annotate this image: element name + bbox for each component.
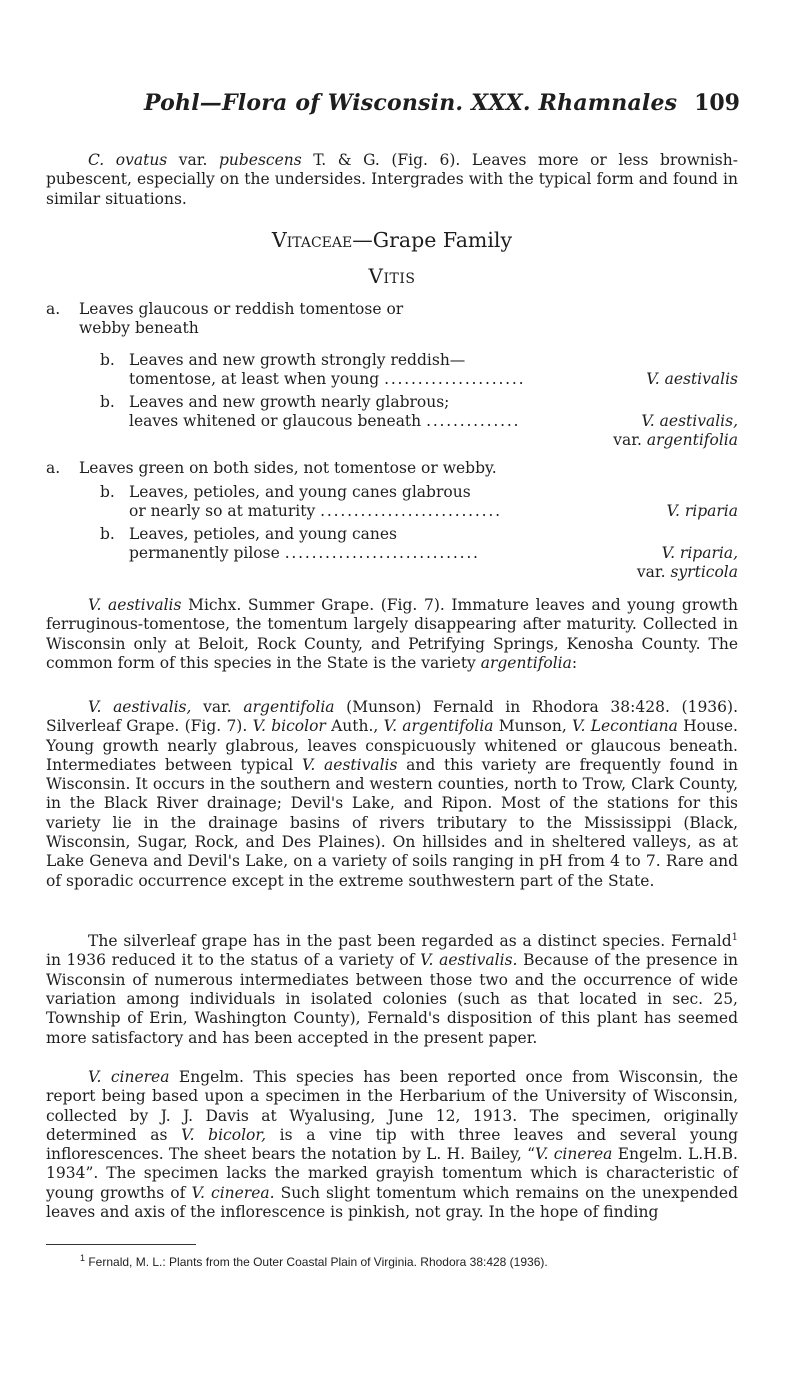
key-result: V. aestivalis	[646, 370, 738, 388]
family-heading: Vitaceae—Grape Family	[271, 228, 513, 252]
cinerea-paragraph: V. cinerea Engelm. This species has been reported once from Wisconsin, the report being based upon a specimen in the Herbarium of the University of Wisconsin, collected by J. J. Davis at Wyalusing, June 12, 1913. The specimen, originally determined as V. bicolor, is a vine tip with three leaves and several young inflorescences. The sheet bears the notation by L. H. Bailey, “V. cinerea Engelm. L.H.B. 1934”. The specimen lacks the marked grayish tomentum which is characteristic of young growths of V. cinerea. Such slight tomentum which remains on the unexpended leaves and axis of the inflorescence is pinkish, not gray. In the hope of finding	[46, 1068, 739, 1222]
key-label: b.	[100, 483, 115, 501]
key-text: Leaves glaucous or reddish tomentose or	[79, 300, 404, 318]
key-label: b.	[100, 525, 115, 543]
argentifolia-paragraph: V. aestivalis, var. argentifolia (Munson) Fernald in Rhodora 38:428. (1936). Silverleaf Grape. (Fig. 7). V. bicolor Auth., V. argentifolia Munson, V. Lecontiana House. Young growth nearly glabrous, leaves conspicuously whitened or glaucous beneath. Intermediates between typical V. aestivalis and this variety are frequently found in Wisconsin. It occurs in the southern and western counties, north to Trow, Clark County, in the Black River drainage; Devil's Lake, and Ripon. Most of the stations for this variety lie in the drainage basins of rivers tributary to the Mississippi (Black, Wisconsin, Sugar, Rock, and Des Plaines). On hillsides and in sheltered valleys, as at Lake Geneva and Devil's Lake, on a variety of soils ranging in pH from 4 to 7. Rare and of sporadic occurrence except in the extreme southwestern part of the State.	[46, 698, 739, 890]
footnote: $^1$ Fernald, M. L.: Plants from the Outer Coastal Plain of Virginia. Rhodora 38:428 (1936).	[80, 1253, 548, 1269]
key-result: V. riparia,	[661, 544, 738, 562]
key-label: a.	[46, 300, 61, 318]
page-number: 109	[694, 90, 740, 116]
key-text: leaves whitened or glaucous beneath ..............	[129, 412, 521, 430]
key-label: a.	[46, 459, 61, 477]
silverleaf-paragraph: The silverleaf grape has in the past been regarded as a distinct species. Fernald$^1$ in 1936 reduced it to the status of a variety of V. aestivalis. Because of the presence in Wisconsin of numerous intermediates between those two and the occurrence of wide variation among individuals in isolated colonies (such as that located in sec. 25, Township of Erin, Washington County), Fernald's disposition of this plant has seemed more satisfactory and has been accepted in the present paper.	[46, 932, 739, 1047]
key-text: Leaves green on both sides, not tomentose or webby.	[79, 459, 497, 477]
key-label: b.	[100, 351, 115, 369]
key-text: tomentose, at least when young .....................	[129, 370, 526, 388]
genus-heading: Vitis	[368, 264, 416, 288]
footnote-rule	[46, 1244, 196, 1245]
key-text: or nearly so at maturity ...........................	[129, 502, 502, 520]
key-text: Leaves and new growth nearly glabrous;	[129, 393, 450, 411]
key-result-variety: var. syrticola	[636, 563, 738, 581]
key-text: Leaves and new growth strongly reddish—	[129, 351, 466, 369]
key-result: V. riparia	[666, 502, 738, 520]
running-header	[144, 90, 740, 122]
taxon-name: C. ovatus	[88, 151, 168, 169]
intro-paragraph: C. ovatus var. pubescens T. & G. (Fig. 6). Leaves more or less brownish-pubescent, especially on the undersides. Intergrades with the typical form and found in similar situations.	[46, 151, 738, 208]
key-text: webby beneath	[79, 319, 199, 337]
key-text: Leaves, petioles, and young canes glabrous	[129, 483, 471, 501]
key-text: permanently pilose .............................	[129, 544, 480, 562]
key-text: Leaves, petioles, and young canes	[129, 525, 398, 543]
key-label: b.	[100, 393, 115, 411]
running-title: Pohl—Flora of Wisconsin. XXX. Rhamnales	[144, 90, 678, 116]
aestivalis-paragraph: V. aestivalis Michx. Summer Grape. (Fig. 7). Immature leaves and young growth ferruginous-tomentose, the tomentum largely disappearing after maturity. Collected in Wisconsin only at Beloit, Rock County, and Petrifying Springs, Kenosha County. The common form of this species in the State is the variety argentifolia:	[46, 596, 738, 672]
key-result-variety: var. argentifolia	[613, 431, 738, 449]
key-result: V. aestivalis,	[641, 412, 738, 430]
taxon-variety: pubescens	[218, 151, 302, 169]
